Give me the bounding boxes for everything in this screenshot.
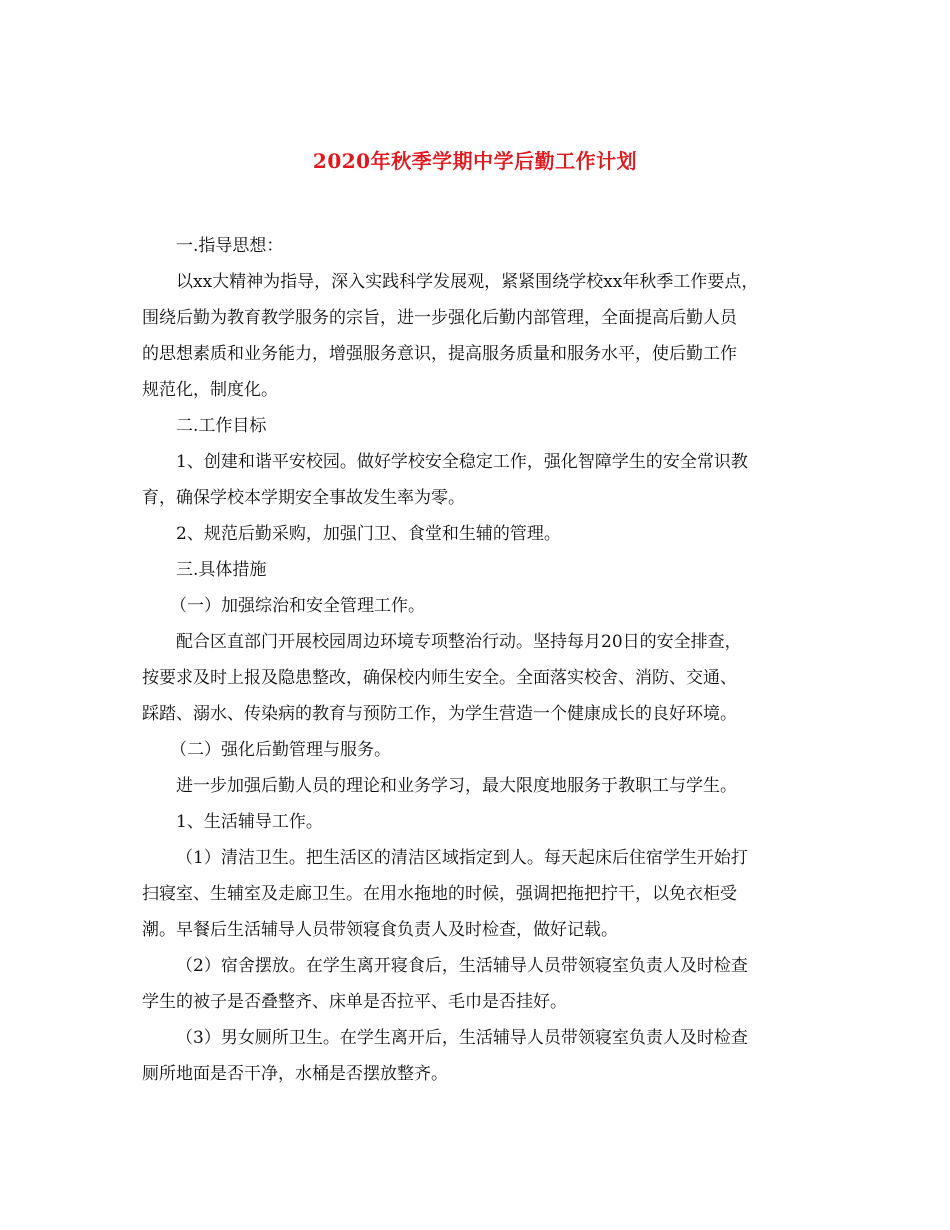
paragraph-line: 育，确保学校本学期安全事故发生率为零。 <box>142 488 465 508</box>
paragraph-line: 按要求及时上报及隐患整改，确保校内师生安全。全面落实校舍、消防、交通、 <box>142 668 737 688</box>
section-heading-work-goals: 二.工作目标 <box>176 416 267 436</box>
section-heading-measures: 三.具体措施 <box>176 560 267 580</box>
paragraph-line: 厕所地面是否干净，水桶是否摆放整齐。 <box>142 1064 448 1084</box>
paragraph-line: 潮。早餐后生活辅导人员带领寝食负责人及时检查，做好记载。 <box>142 920 618 940</box>
paragraph-line: （2）宿舍摆放。在学生离开寝食后，生活辅导人员带领寝室负责人及时检查 <box>176 956 748 976</box>
paragraph-line: 围绕后勤为教育教学服务的宗旨，进一步强化后勤内部管理，全面提高后勤人员 <box>142 308 737 328</box>
paragraph-line: 踩踏、溺水、传染病的教育与预防工作，为学生营造一个健康成长的良好环境。 <box>142 704 737 724</box>
section-heading-guiding-ideology: 一.指导思想： <box>176 236 284 256</box>
paragraph-line: 规范化，制度化。 <box>142 380 278 400</box>
paragraph-line: 扫寝室、生辅室及走廊卫生。在用水拖地的时候，强调把拖把拧干，以免衣柜受 <box>142 884 737 904</box>
paragraph-line: 1、生活辅导工作。 <box>176 812 323 832</box>
subsection-heading: （二）强化后勤管理与服务。 <box>170 740 391 760</box>
paragraph-line: 进一步加强后勤人员的理论和业务学习，最大限度地服务于教职工与学生。 <box>176 776 737 796</box>
paragraph-line: 配合区直部门开展校园周边环境专项整治行动。坚持每月20日的安全排查， <box>176 632 742 652</box>
subsection-heading: （一）加强综治和安全管理工作。 <box>170 596 425 616</box>
document-body <box>142 228 822 1092</box>
paragraph-line: （1）清洁卫生。把生活区的清洁区域指定到人。每天起床后住宿学生开始打 <box>176 848 748 868</box>
paragraph-line: 的思想素质和业务能力，增强服务意识，提高服务质量和服务水平，使后勤工作 <box>142 344 737 364</box>
document-title: 2020年秋季学期中学后勤工作计划 <box>312 149 638 173</box>
paragraph-line: （3）男女厕所卫生。在学生离开后，生活辅导人员带领寝室负责人及时检查 <box>176 1028 748 1048</box>
paragraph-line: 2、规范后勤采购，加强门卫、食堂和生辅的管理。 <box>176 524 561 544</box>
paragraph-line: 学生的被子是否叠整齐、床单是否拉平、毛巾是否挂好。 <box>142 992 567 1012</box>
paragraph-line: 1、创建和谐平安校园。做好学校安全稳定工作，强化智障学生的安全常识教 <box>176 452 748 472</box>
paragraph-line: 以xx大精神为指导，深入实践科学发展观，紧紧围绕学校xx年秋季工作要点， <box>176 272 759 292</box>
